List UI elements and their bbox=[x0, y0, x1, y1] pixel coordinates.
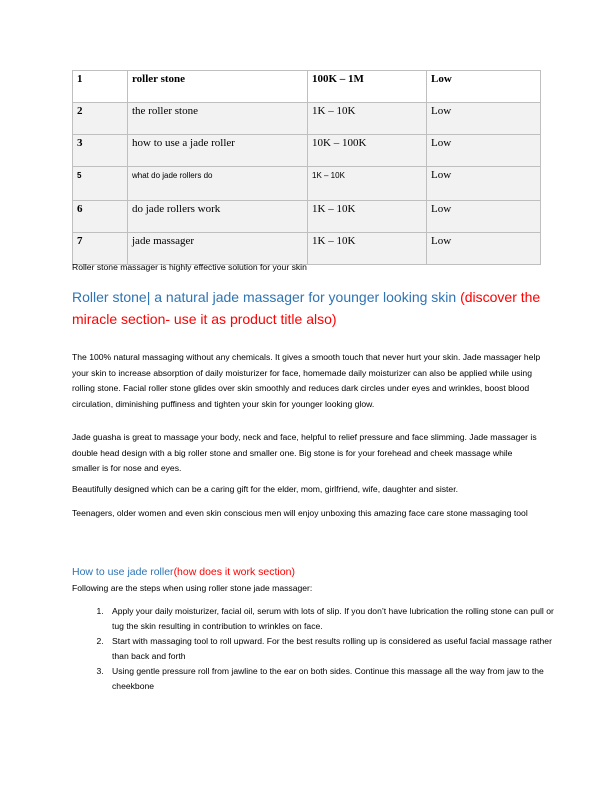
title-main: Roller stone| a natural jade massager for younger looking skin bbox=[72, 289, 461, 305]
table-cell: 2 bbox=[73, 103, 128, 135]
table-cell: 5 bbox=[73, 167, 128, 201]
section-heading bbox=[72, 566, 295, 578]
paragraph: The 100% natural massaging without any chemicals. It gives a smooth touch that never hurt your skin. Jade massager help your skin to increase absorption of daily moisturizer for face, homemade daily moisturizer can also be applied while using rolling stone. Facial roller stone glides over skin smoothly and reduces dark circles under eyes and wrinkles, boost blood circulation, diminishing puffiness and tighten your skin for younger looking glow. bbox=[72, 352, 541, 409]
list-item: 3. Using gentle pressure roll from jawline to the ear on both sides. Continue this massage all the way from jaw to the cheekbone bbox=[106, 664, 566, 694]
table-row bbox=[73, 135, 541, 167]
table-cell: Low bbox=[427, 135, 541, 167]
page-title bbox=[72, 286, 542, 330]
table-cell: how to use a jade roller bbox=[128, 135, 308, 167]
table-cell: what do jade rollers do bbox=[128, 167, 308, 201]
table-cell: 7 bbox=[73, 233, 128, 265]
table-row bbox=[73, 71, 541, 103]
table-cell: 1K – 10K bbox=[308, 201, 427, 233]
table-cell: 1 bbox=[73, 71, 128, 103]
table-cell: 6 bbox=[73, 201, 128, 233]
paragraph: Beautifully designed which can be a caring gift for the elder, mom, girlfriend, wife, daughter and sister. bbox=[72, 484, 458, 494]
table-cell: Low bbox=[427, 201, 541, 233]
section-heading-note: (how does it work section) bbox=[173, 566, 295, 578]
list-item: 2. Start with massaging tool to roll upward. For the best results rolling up is considered as useful facial massage rather than back and forth bbox=[106, 634, 566, 664]
intro-line: Roller stone massager is highly effective solution for your skin bbox=[72, 262, 307, 272]
keyword-table bbox=[72, 70, 541, 265]
title-note: (discover the miracle section- use it as product title also) bbox=[72, 289, 541, 327]
section-heading-main: How to use jade roller bbox=[72, 566, 174, 578]
table-cell: do jade rollers work bbox=[128, 201, 308, 233]
table-cell: the roller stone bbox=[128, 103, 308, 135]
table-cell: 1K – 10K bbox=[308, 167, 427, 201]
table-row bbox=[73, 167, 541, 201]
table-cell: 10K – 100K bbox=[308, 135, 427, 167]
section-lead: Following are the steps when using roller stone jade massager: bbox=[72, 583, 313, 593]
table-cell: 1K – 10K bbox=[308, 103, 427, 135]
table-cell: Low bbox=[427, 167, 541, 201]
table-cell: 1K – 10K bbox=[308, 233, 427, 265]
table-cell: jade massager bbox=[128, 233, 308, 265]
table-cell: roller stone bbox=[128, 71, 308, 103]
table-cell: 3 bbox=[73, 135, 128, 167]
table-cell: 100K – 1M bbox=[308, 71, 427, 103]
table-cell: Low bbox=[427, 71, 541, 103]
table-cell: Low bbox=[427, 103, 541, 135]
table-row bbox=[73, 103, 541, 135]
paragraph: Teenagers, older women and even skin conscious men will enjoy unboxing this amazing face care stone massaging tool bbox=[72, 508, 528, 518]
steps-list bbox=[72, 604, 566, 694]
table-row bbox=[73, 201, 541, 233]
paragraph: Jade guasha is great to massage your body, neck and face, helpful to relief pressure and face slimming. Jade massager is double head design with a big roller stone and smaller one. Big stone is for your forehead and cheek massage while smaller is for nose and eyes. bbox=[72, 432, 537, 473]
list-item: 1. Apply your daily moisturizer, facial oil, serum with lots of slip. If you don’t have lubrication the rolling stone can pull or tug the skin resulting in contribution to wrinkles on face. bbox=[106, 604, 566, 634]
table-cell: Low bbox=[427, 233, 541, 265]
